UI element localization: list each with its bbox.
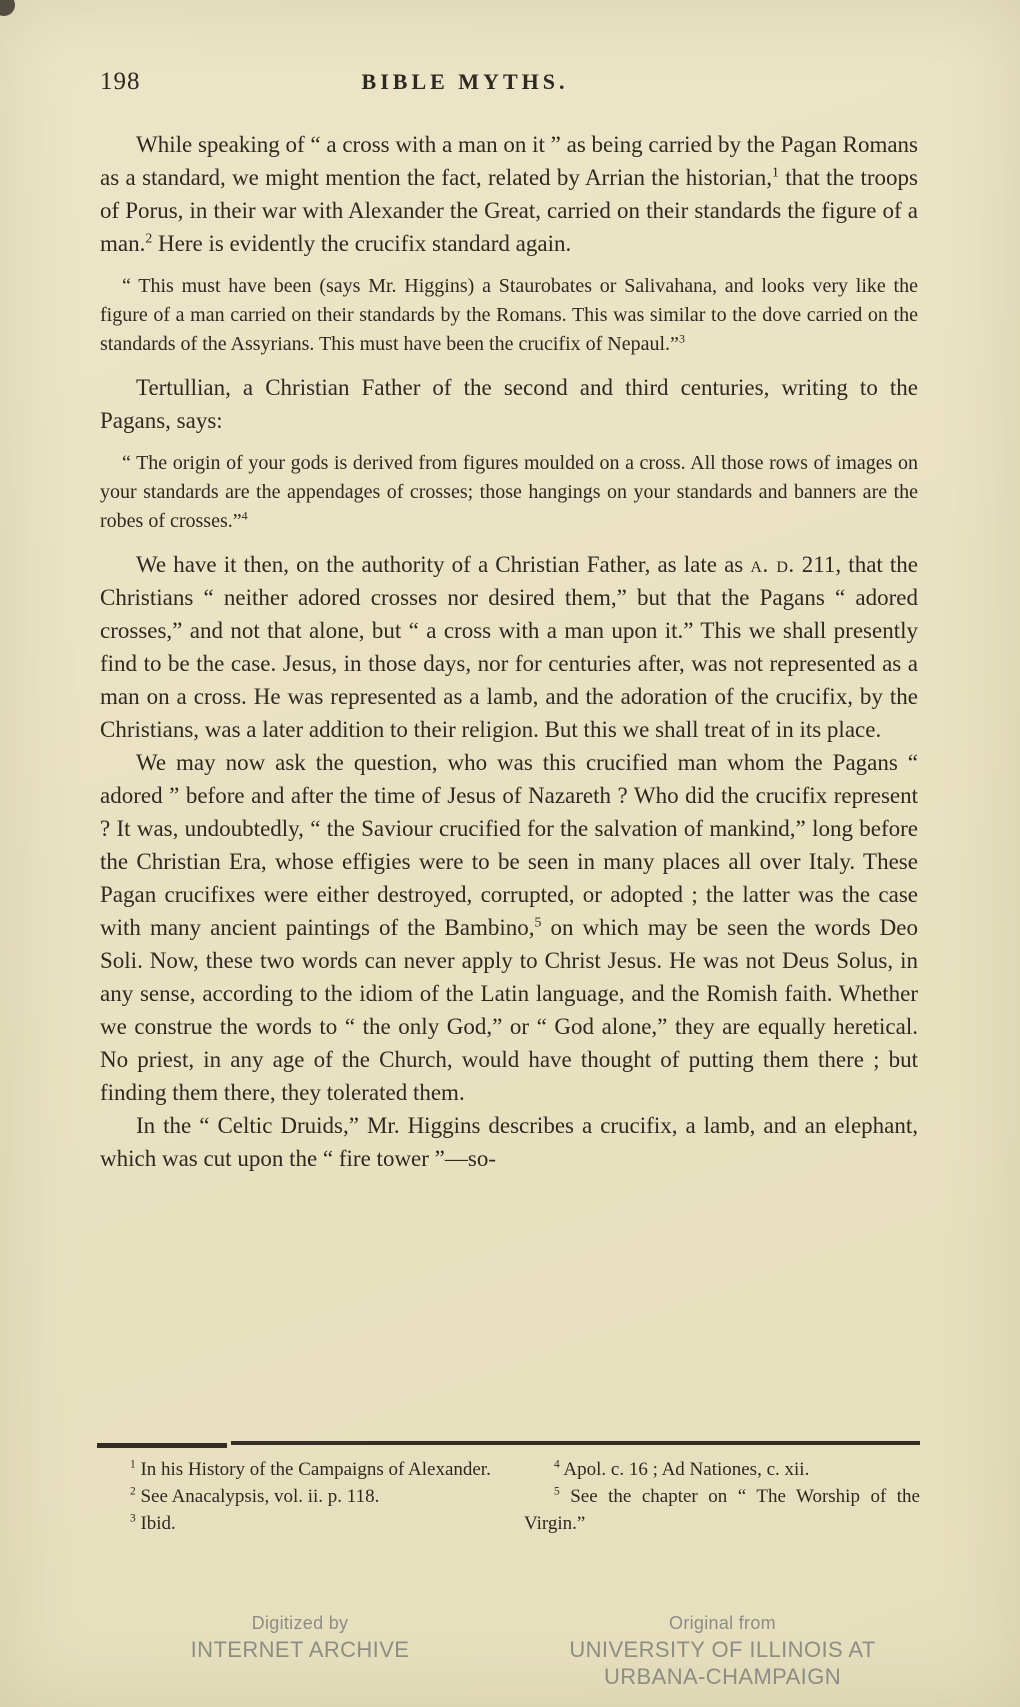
university-label-line2: URBANA-CHAMPAIGN — [603, 1664, 841, 1689]
scan-credit-digitized-by — [170, 1610, 430, 1663]
scan-credit-original-from — [545, 1610, 900, 1690]
digitized-by-label: Digitized by — [251, 1613, 349, 1633]
university-label-line1: UNIVERSITY OF ILLINOIS AT — [569, 1637, 876, 1662]
blockquote-2: “ The origin of your gods is derived from figures moulded on a cross. All those rows of images on your standards are the appendages of crosses; those hangings on your standards and banners are the robes of crosses.”$^4$ — [100, 452, 919, 532]
paragraph-3: We have it then, on the authority of a Christian Father, as late as a. d. 211, that the Christians “ neither adored crosses nor desired them,” but that the Pagans “ adored crosses,” and not that alone, but “ a cross with a man upon it.” This we shall presently find to be the case. Jesus, in those days, nor for centuries after, was not represented as a man on a cross. He was represented as a lamb, and the adoration of the crucifix, by the Christians, was a later addition to their religion. But this we shall treat of in its place. — [100, 552, 919, 742]
footnotes-right-column — [524, 1456, 920, 1537]
paragraph-4: We may now ask the question, who was this crucified man whom the Pagans “ adored ” before and after the time of Jesus of Nazareth ? Who did the crucifix represent ? It was, undoubtedly, “ the Saviour crucified for the salvation of mankind,” long before the Christian Era, whose effigies were to be seen in many places all over Italy. These Pagan crucifixes were either destroyed, corrupted, or adopted ; the latter was the case with many ancient paintings of the Bambino,$^5$ on which may be seen the words Deo Soli. Now, these two words can never apply to Christ Jesus. He was not Deus Solus, in any sense, according to the idiom of the Latin language, and the Romish faith. Whether we construe the words to “ the only God,” or “ God alone,” they are equally heretical. No priest, in any age of the Church, would have thought of putting them there ; but finding them there, they tolerated them. — [100, 750, 919, 1105]
footnote-rule-left-segment — [97, 1443, 227, 1448]
scan-corner-artifact — [0, 0, 15, 16]
footnotes — [100, 1456, 920, 1537]
footnote-4: $^4$ Apol. c. 16 ; Ad Nationes, c. xii. — [554, 1458, 810, 1480]
footnote-5: $^5$ See the chapter on “ The Worship of the Virgin.” — [524, 1485, 920, 1534]
footnotes-left-column — [100, 1456, 496, 1537]
running-head-title: BIBLE MYTHS. — [361, 69, 569, 94]
paragraph-5: In the “ Celtic Druids,” Mr. Higgins describes a crucifix, a lamb, and an elephant, which was cut upon the “ fire tower ”—so- — [100, 1113, 918, 1171]
page-body — [100, 128, 918, 1175]
blockquote-1: “ This must have been (says Mr. Higgins) a Staurobates or Salivahana, and looks very like the figure of a man carried on their standards by the Romans. This was similar to the dove carried on the standards of the Assyrians. This must have been the crucifix of Nepaul.”$^3$ — [100, 275, 918, 355]
footnote-rule-right-segment — [231, 1441, 920, 1445]
footnote-1: $^1$ In his History of the Campaigns of Alexander. — [130, 1458, 491, 1480]
original-from-label: Original from — [669, 1613, 776, 1633]
internet-archive-label: INTERNET ARCHIVE — [190, 1637, 410, 1662]
paragraph-1: While speaking of “ a cross with a man on it ” as being carried by the Pagan Romans as a standard, we might mention the fact, related by Arrian the historian,$^1$ that the troops of Porus, in their war with Alexander the Great, carried on their standards the figure of a man.$^2$ Here is evidently the crucifix standard again. — [100, 132, 918, 256]
paragraph-2: Tertullian, a Christian Father of the second and third centuries, writing to the Pagans, says: — [100, 375, 918, 433]
footnote-3: $^3$ Ibid. — [130, 1512, 176, 1534]
footnote-2: $^2$ See Anacalypsis, vol. ii. p. 118. — [130, 1485, 380, 1507]
footnote-separator-rule — [97, 1440, 920, 1448]
page-number: 198 — [100, 68, 141, 95]
